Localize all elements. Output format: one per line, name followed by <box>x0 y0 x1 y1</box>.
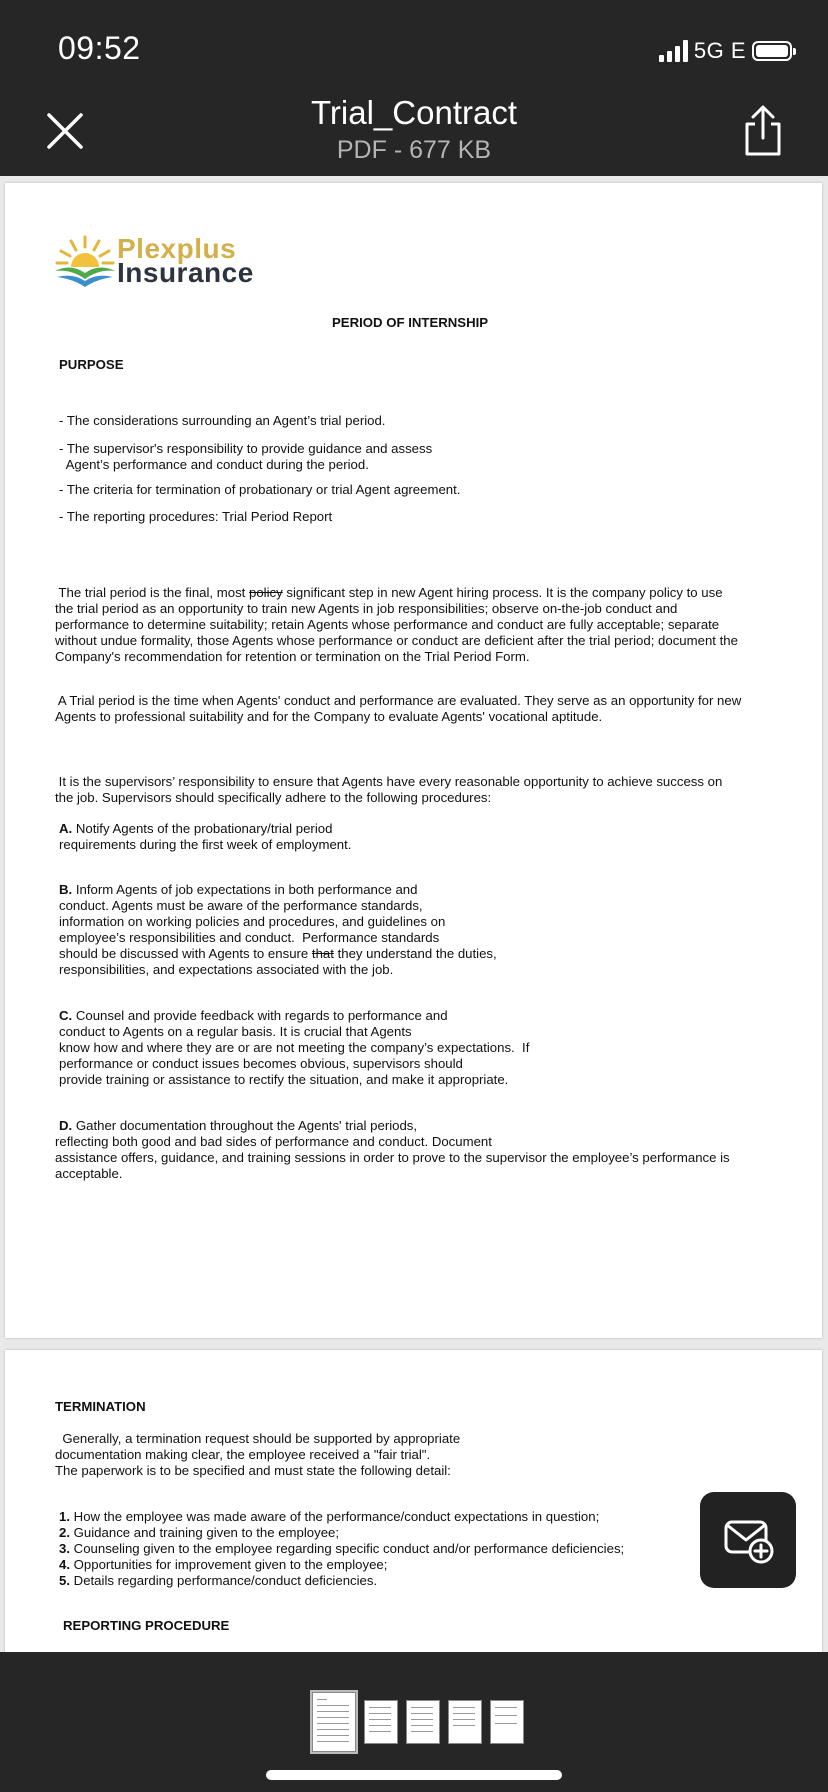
list-item: 5. Details regarding performance/conduct deficiencies. <box>59 1573 378 1588</box>
list-item: 2. Guidance and training given to the employee; <box>59 1525 340 1540</box>
reporting-heading: REPORTING PROCEDURE <box>63 1618 230 1633</box>
paragraph-line: The paperwork is to be specified and must state the following detail: <box>55 1463 451 1478</box>
mail-add-icon <box>700 1492 796 1588</box>
paragraph-line: documentation making clear, the employee received a "fair trial". <box>55 1447 431 1462</box>
status-time: 09:52 <box>58 30 141 66</box>
bullet-item: - The supervisor's responsibility to provide guidance and assess <box>59 441 433 456</box>
paragraph-line: the job. Supervisors should specifically adhere to the following procedures: <box>55 790 492 805</box>
share-button[interactable] <box>738 104 788 158</box>
procedure-a-line: A. Notify Agents of the probationary/trial period <box>59 821 333 836</box>
list-item: 4. Opportunities for improvement given to the employee; <box>59 1557 388 1572</box>
procedure-d-line: assistance offers, guidance, and training sessions in order to prove to the supervisor the employee’s performance is <box>55 1150 730 1165</box>
paragraph-line: Agents to professional suitability and for the Company to evaluate Agents' vocational aptitude. <box>55 709 603 724</box>
page-heading: PERIOD OF INTERNSHIP <box>332 315 489 330</box>
procedure-b-line: conduct. Agents must be aware of the performance standards, <box>59 898 423 913</box>
paragraph-line: the trial period as an opportunity to train new Agents in job responsibilities; observe on-the-job conduct and <box>55 601 678 616</box>
status-indicators <box>659 38 792 64</box>
list-item: 3. Counseling given to the employee regarding specific conduct and/or performance deficiencies; <box>59 1541 625 1556</box>
page-thumbnail-2[interactable] <box>364 1700 398 1744</box>
bullet-item-continued: Agent’s performance and conduct during the period. <box>59 457 369 472</box>
compose-mail-button[interactable] <box>700 1492 796 1588</box>
network-type: 5G E <box>693 38 746 63</box>
paragraph-line: performance to determine suitability; retain Agents whose performance and conduct are fully acceptable; separate <box>55 617 720 632</box>
company-logo <box>53 231 293 291</box>
battery-icon <box>752 41 792 61</box>
bullet-item: - The considerations surrounding an Agent’s trial period. <box>59 413 386 428</box>
paragraph-line: The trial period is the final, most policy significant step in new Agent hiring process. It is the company policy to use <box>55 585 723 600</box>
bullet-item: - The criteria for termination of probationary or trial Agent agreement. <box>59 482 461 497</box>
paragraph-line: A Trial period is the time when Agents' conduct and performance are evaluated. They serve as an opportunity for new <box>55 693 742 708</box>
paragraph-line: It is the supervisors’ responsibility to ensure that Agents have every reasonable opportunity to achieve success on <box>55 774 723 789</box>
paragraph-line: without undue formality, those Agents whose performance or conduct are deficient after the trial period; document the <box>55 633 738 648</box>
home-indicator[interactable] <box>266 1770 562 1780</box>
paragraph-line: Generally, a termination request should be supported by appropriate <box>55 1431 461 1446</box>
file-title: Trial_Contract <box>310 94 517 131</box>
logo-text-top: Plexplus <box>117 233 237 264</box>
logo-text-bottom: Insurance <box>117 257 254 288</box>
procedure-d-line: D. Gather documentation throughout the Agents' trial periods, <box>59 1118 418 1133</box>
page-thumbnail-1[interactable] <box>312 1692 356 1752</box>
page-thumbnail-5[interactable] <box>490 1700 524 1744</box>
purpose-heading: PURPOSE <box>59 357 124 372</box>
bottom-bar <box>0 1652 828 1792</box>
sun-logo-icon <box>53 233 117 289</box>
paragraph-line: Company's recommendation for retention or termination on the Trial Period Form. <box>55 649 530 664</box>
procedure-b-line: should be discussed with Agents to ensure that they understand the duties, <box>59 946 497 961</box>
procedure-c-line: know how and where they are or are not meeting the company’s expectations. If <box>59 1040 530 1055</box>
page-thumbnails <box>312 1692 524 1752</box>
list-item: 1. How the employee was made aware of the performance/conduct expectations in question; <box>59 1509 600 1524</box>
share-icon <box>738 104 788 158</box>
pdf-page-1 <box>5 183 822 1338</box>
procedure-c-line: C. Counsel and provide feedback with regards to performance and <box>59 1008 448 1023</box>
procedure-b-line: B. Inform Agents of job expectations in both performance and <box>59 882 418 897</box>
procedure-d-line: reflecting both good and bad sides of performance and conduct. Document <box>55 1134 492 1149</box>
procedure-c-line: provide training or assistance to rectify the situation, and make it appropriate. <box>59 1072 509 1087</box>
termination-heading: TERMINATION <box>55 1399 146 1414</box>
procedure-d-line: acceptable. <box>55 1166 123 1181</box>
bullet-item: - The reporting procedures: Trial Period Report <box>59 509 333 524</box>
top-bar <box>0 0 828 176</box>
file-meta: PDF - 677 KB <box>336 136 492 164</box>
procedure-b-line: responsibilities, and expectations associated with the job. <box>59 962 394 977</box>
procedure-a-line: requirements during the first week of employment. <box>59 837 352 852</box>
procedure-b-line: employee’s responsibilities and conduct. Performance standards <box>59 930 440 945</box>
page-thumbnail-3[interactable] <box>406 1700 440 1744</box>
procedure-b-line: information on working policies and procedures, and guidelines on <box>59 914 446 929</box>
procedure-c-line: conduct to Agents on a regular basis. It is crucial that Agents <box>59 1024 412 1039</box>
signal-icon <box>659 40 688 62</box>
page-thumbnail-4[interactable] <box>448 1700 482 1744</box>
procedure-c-line: performance or conduct issues becomes obvious, supervisors should <box>59 1056 463 1071</box>
